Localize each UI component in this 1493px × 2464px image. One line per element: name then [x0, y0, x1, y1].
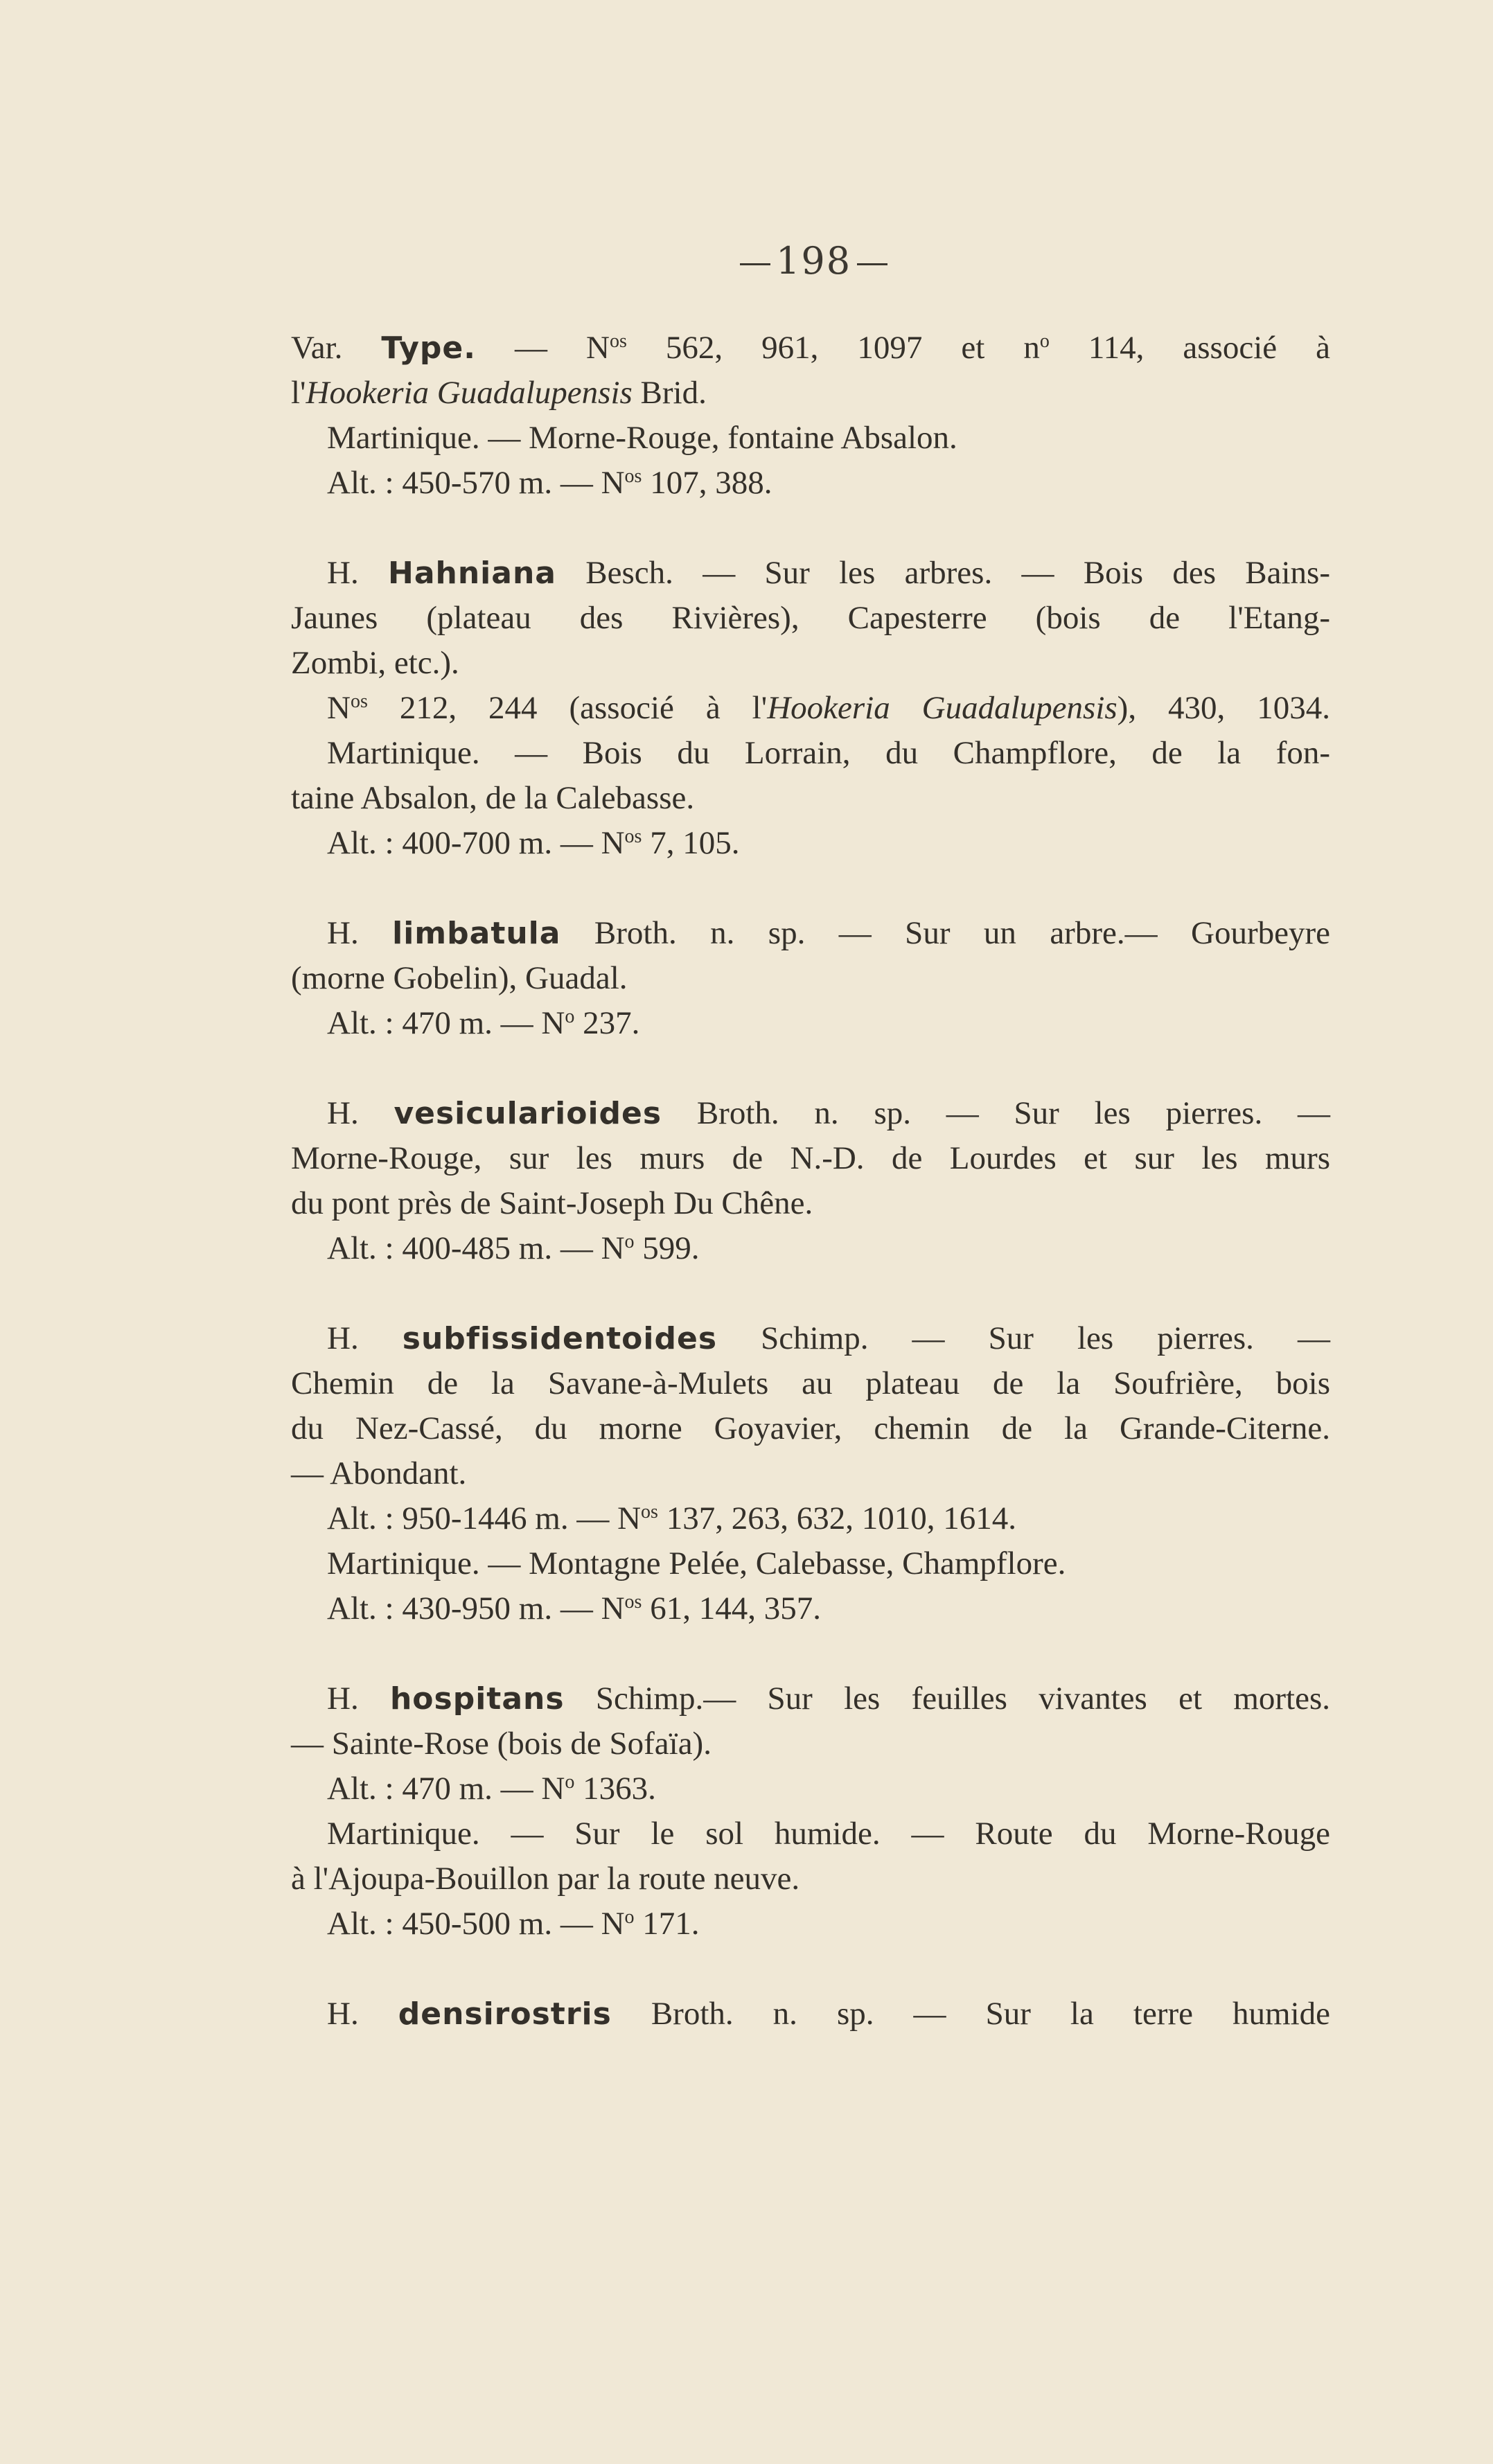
text-line: H. Hahniana Besch. — Sur les arbres. — Bois des Bains-	[327, 555, 1331, 591]
text-line: Alt. : 400-485 m. — $N^o$ 599.	[327, 1230, 700, 1266]
document-body	[291, 326, 1330, 2037]
text-line: H. hospitans Schimp.— Sur les feuilles vivantes et mortes.	[327, 1681, 1330, 1717]
entry-vesicularioides	[291, 1091, 1330, 1271]
entry-var-type	[291, 326, 1330, 506]
text-line: Alt. : 430-950 m. — $N^{os}$ 61, 144, 357.	[327, 1590, 821, 1627]
text-line: Chemin de la Savane-à-Mulets au plateau de la Soufrière, bois	[291, 1365, 1330, 1401]
entry-subfissidentoides	[291, 1316, 1330, 1631]
entry-limbatula	[291, 911, 1330, 1046]
text-line: $N^{os}$ 212, 244 (associé à l'Hookeria Guadalupensis), 430, 1034.	[327, 690, 1330, 726]
taxon-name: limbatula	[392, 916, 561, 951]
taxon-name: subfissidentoides	[402, 1321, 718, 1356]
page-number-dash-left	[740, 263, 770, 265]
entry-hahniana	[291, 551, 1330, 866]
text-line: Alt. : 470 m. — $N^o$ 237.	[327, 1005, 640, 1041]
text-line: — Abondant.	[291, 1455, 467, 1491]
text-line: H. vesicularioides Broth. n. sp. — Sur les pierres. —	[327, 1095, 1330, 1131]
spacer	[291, 1947, 1330, 1992]
text-line: taine Absalon, de la Calebasse.	[291, 780, 695, 816]
text-line: Jaunes (plateau des Rivières), Capesterre (bois de l'Etang-	[291, 600, 1330, 636]
text-line: du Nez-Cassé, du morne Goyavier, chemin de la Grande-Citerne.	[291, 1410, 1330, 1446]
page-number	[734, 239, 893, 283]
spacer	[291, 1046, 1330, 1091]
text-line: Zombi, etc.).	[291, 645, 459, 681]
text-line: H. subfissidentoides Schimp. — Sur les pierres. —	[327, 1320, 1330, 1356]
text-line: — Sainte-Rose (bois de Sofaïa).	[291, 1726, 712, 1762]
text-line: Martinique. — Montagne Pelée, Calebasse, Champflore.	[327, 1545, 1066, 1581]
text-line: Martinique. — Sur le sol humide. — Route du Morne-Rouge	[327, 1816, 1330, 1852]
spacer	[291, 506, 1330, 551]
text-line: Alt. : 950-1446 m. — $N^{os}$ 137, 263, 632, 1010, 1614.	[327, 1500, 1016, 1536]
text-line: H. densirostris Broth. n. sp. — Sur la terre humide	[327, 1996, 1330, 2032]
page-number-text: 198	[776, 239, 852, 283]
text-line: H. limbatula Broth. n. sp. — Sur un arbre.— Gourbeyre	[327, 915, 1330, 951]
taxon-italic: Hookeria Guadalupensis	[306, 375, 633, 411]
text-line: Alt. : 450-570 m. — $N^{os}$ 107, 388.	[327, 465, 772, 501]
entry-densirostris	[291, 1992, 1330, 2037]
spacer	[291, 866, 1330, 911]
text-line: du pont près de Saint-Joseph Du Chêne.	[291, 1185, 813, 1221]
text-line: à l'Ajoupa-Bouillon par la route neuve.	[291, 1861, 800, 1897]
entry-hospitans	[291, 1676, 1330, 1947]
text-line: Morne-Rouge, sur les murs de N.-D. de Lourdes et sur les murs	[291, 1140, 1330, 1176]
taxon-name: Type.	[381, 330, 476, 366]
spacer	[291, 1271, 1330, 1316]
taxon-name: densirostris	[398, 1996, 612, 2032]
taxon-name: hospitans	[389, 1681, 565, 1717]
taxon-name: Hahniana	[388, 556, 556, 591]
text-line: l'Hookeria Guadalupensis Brid.	[291, 375, 707, 411]
text-line: Martinique. — Morne-Rouge, fontaine Absalon.	[327, 420, 957, 456]
page-number-dash-right	[857, 263, 887, 265]
taxon-italic: Hookeria Guadalupensis	[767, 690, 1117, 726]
text-line: Var. Type. — $N^{os}$ 562, 961, 1097 et $n^o$ 114, associé à	[291, 330, 1330, 366]
text-line: Alt. : 400-700 m. — $N^{os}$ 7, 105.	[327, 825, 740, 861]
spacer	[291, 1631, 1330, 1676]
text-line: Alt. : 450-500 m. — $N^o$ 171.	[327, 1906, 700, 1942]
text-line: Martinique. — Bois du Lorrain, du Champflore, de la fon-	[327, 735, 1330, 771]
taxon-name: vesicularioides	[394, 1096, 662, 1131]
text-line: Alt. : 470 m. — $N^o$ 1363.	[327, 1771, 656, 1807]
text-line: (morne Gobelin), Guadal.	[291, 960, 628, 996]
